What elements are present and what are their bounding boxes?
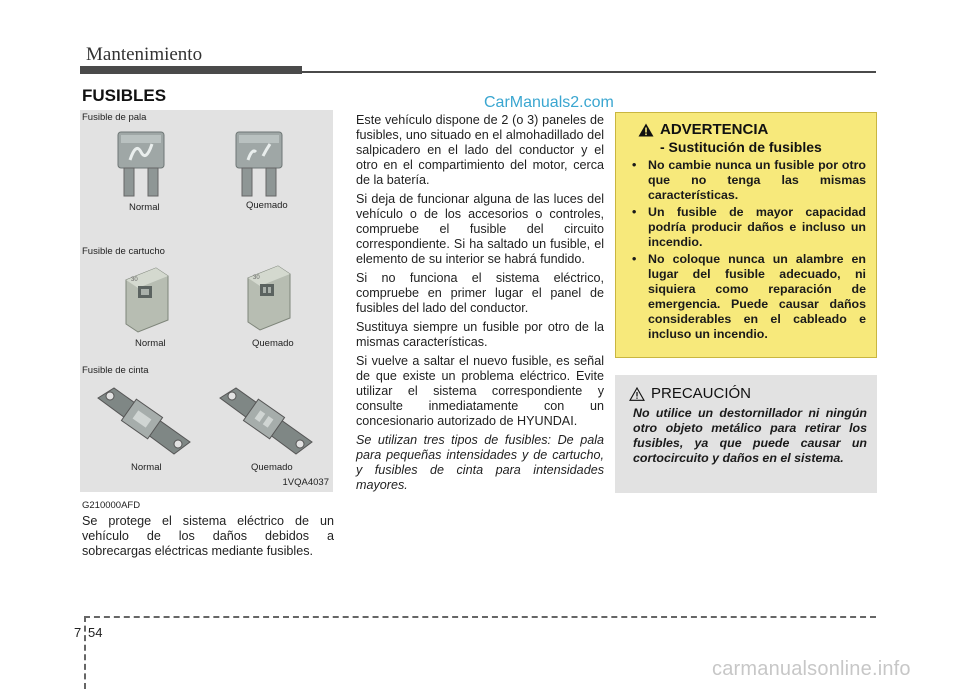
cartridge-fuse-blown-icon (242, 260, 294, 332)
strip-blown-caption: Quemado (251, 462, 293, 473)
warning-item: • No coloque nunca un alambre en lugar del fusible adecuado, ni siquiera como reparación de emergencia. Puede causar daños considerables en el cableado e incluso un incendio. (626, 252, 866, 342)
section-title: FUSIBLES (82, 86, 167, 105)
warning-list (626, 158, 866, 342)
caution-triangle-icon (629, 387, 645, 401)
caution-title: PRECAUCIÓN (651, 385, 752, 402)
warning-triangle-icon (638, 123, 654, 137)
warning-title: ADVERTENCIA (660, 121, 769, 138)
caution-box (615, 375, 877, 493)
strip-normal-caption: Normal (131, 462, 162, 473)
paragraph-2: Si deja de funcionar alguna de las luces del vehículo o de los accesorios o controles, compruebe el fusible del circuito correspondiente. Si ha saltado un fusible, el elemento de su interior se habrá fundido. (356, 192, 604, 266)
paragraph-4: Sustituya siempre un fusible por otro de la mismas características. (356, 320, 604, 349)
svg-text:30: 30 (253, 275, 260, 281)
page-number: 54 (88, 625, 103, 640)
warning-box (615, 112, 877, 358)
strip-fuse-label: Fusible de cinta (82, 365, 149, 376)
blade-fuse-label: Fusible de pala (82, 112, 147, 123)
cartridge-blown-caption: Quemado (252, 338, 294, 349)
section-code: G210000AFD (82, 500, 141, 511)
warning-item: • No cambie nunca un fusible por otro que no tenga las mismas características. (626, 158, 866, 203)
paragraph-1: Este vehículo dispone de 2 (o 3) paneles de fusibles, uno situado en el almohadillado del salpicadero en el lado del conductor y el otro en el compartimiento del motor, cerca de la batería. (356, 113, 604, 187)
strip-fuse-normal-icon (94, 382, 194, 467)
footer-rule (84, 616, 876, 618)
fuse-figure (80, 110, 333, 492)
paragraph-3: Si no funciona el sistema eléctrico, compruebe en primer lugar el panel de fusibles del lado del conductor. (356, 271, 604, 315)
blade-fuse-blown-icon (234, 130, 284, 200)
warning-subtitle: - Sustitución de fusibles (660, 139, 822, 155)
blade-blown-caption: Quemado (246, 200, 288, 211)
caution-header (629, 385, 867, 402)
warning-item: • Un fusible de mayor capacidad podría producir daños e incluso un incendio. (626, 205, 866, 250)
watermark-bottom: carmanualsonline.info (712, 658, 911, 680)
header-rule (302, 71, 876, 73)
chapter-number: 7 (74, 625, 82, 640)
cartridge-fuse-normal-icon (120, 262, 172, 334)
header-bar (80, 66, 302, 74)
cartridge-normal-caption: Normal (135, 338, 166, 349)
watermark-top: CarManuals2.com (484, 94, 614, 111)
fuse-types-paragraph: Se utilizan tres tipos de fusibles: De pala para pequeñas intensidades y de cartucho, y fusibles de cinta para intensidades mayores. (356, 433, 604, 492)
blade-fuse-normal-icon (116, 130, 166, 200)
main-text-column (356, 113, 604, 497)
intro-paragraph (82, 514, 334, 563)
figure-code: 1VQA4037 (282, 477, 329, 488)
footer-divider (84, 616, 86, 689)
strip-fuse-blown-icon (216, 382, 316, 467)
svg-text:30: 30 (131, 277, 138, 283)
chapter-title: Mantenimiento (86, 44, 203, 65)
cartridge-fuse-label: Fusible de cartucho (82, 246, 165, 257)
warning-header (638, 121, 866, 138)
blade-normal-caption: Normal (129, 202, 160, 213)
paragraph-5: Si vuelve a saltar el nuevo fusible, es señal de que existe un problema eléctrico. Evite utilizar el sistema correspondiente y consulte inmediatamente con un concesionario autorizado de HYUNDAI. (356, 354, 604, 428)
intro-text: Se protege el sistema eléctrico de un vehículo de los daños debidos a sobrecargas eléctricas mediante fusibles. (82, 514, 334, 558)
caution-text: No utilice un destornillador ni ningún otro objeto metálico para retirar los fusibles, ya que puede causar un cortocircuito y daños en el sistema. (633, 406, 867, 465)
